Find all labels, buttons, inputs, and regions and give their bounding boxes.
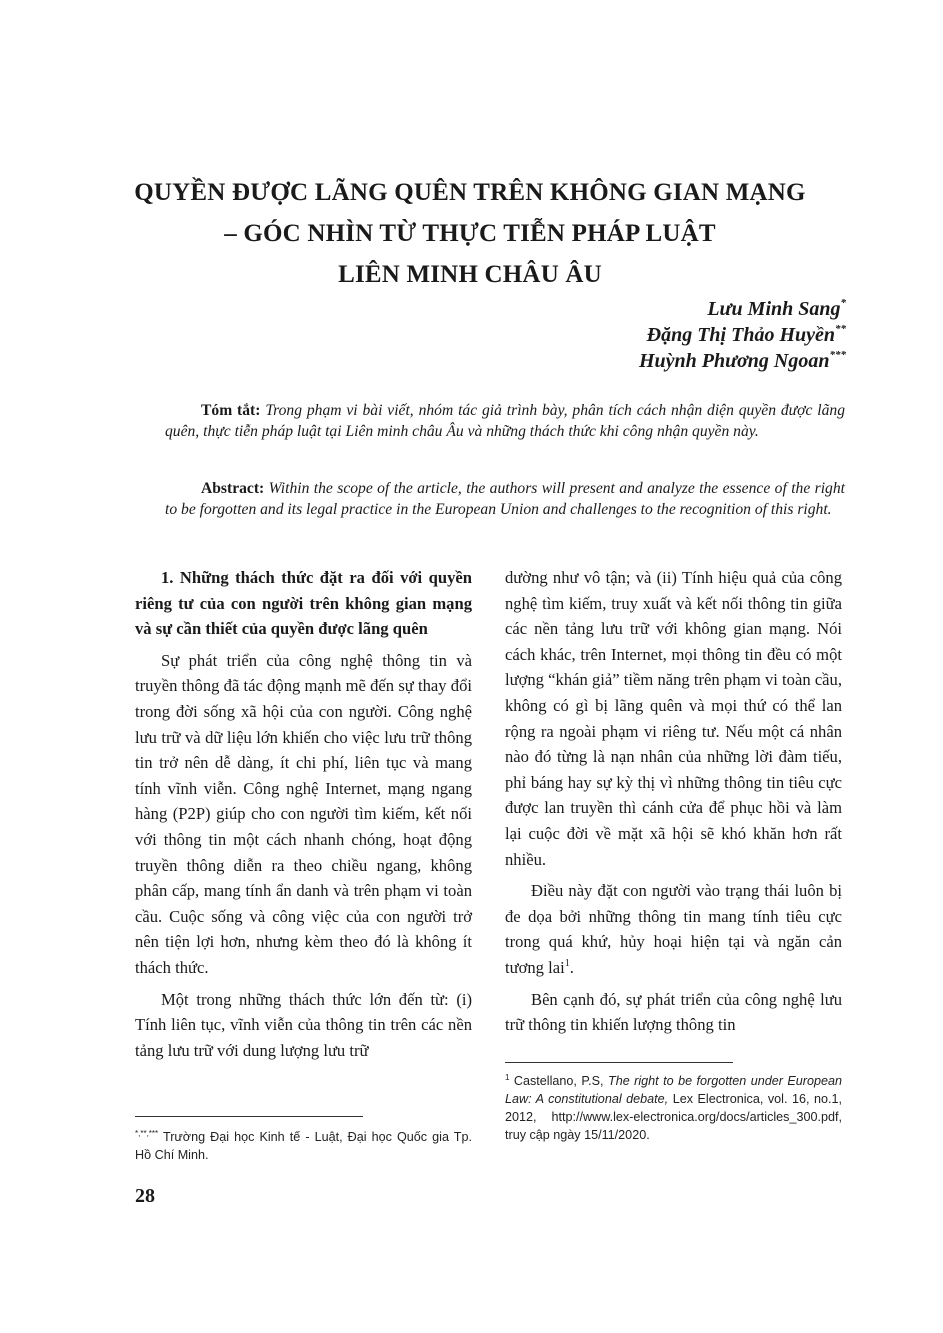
author-1	[639, 296, 846, 322]
footnote-number: 1	[505, 1073, 510, 1082]
paragraph-end: .	[569, 957, 574, 977]
left-column	[135, 565, 472, 1063]
abstract-en-text: Within the scope of the article, the authors will present and analyze the essence of the right to be forgotten and its legal practice in the European Union and challenges to the recognition of this right.	[165, 480, 845, 518]
author-3	[639, 348, 846, 374]
paragraph-text: Điều này đặt con người vào trạng thái luôn bị đe dọa bởi những thông tin mang tính tiêu cực trong quá khứ, hủy hoại hiện tại và ngăn cản tương lai	[505, 881, 842, 977]
body-paragraph: Sự phát triển của công nghệ thông tin và truyền thông đã tác động mạnh mẽ đến sự thay đổi trong đời sống xã hội của con người. Công nghệ lưu trữ và dữ liệu lớn khiến cho việc lưu trữ thông tin trở nên dễ dàng, ít chi phí, liên tục và mang tính vĩnh viễn. Công nghệ Internet, mạng ngang hàng (P2P) giúp cho con người tìm kiếm, kết nối với thông tin một cách nhanh chóng, hoạt động truyền thông diễn ra theo chiều ngang, không phân cấp, mang tính ẩn danh và trên phạm vi toàn cầu. Cuộc sống và công việc của con người trở nên tiện lợi hơn, nhưng kèm theo đó là không ít thách thức.	[135, 650, 472, 977]
author-name: Huỳnh Phương Ngoan	[638, 350, 830, 372]
abstract-vietnamese	[165, 400, 845, 442]
author-name: Đặng Thị Thảo Huyền	[646, 324, 835, 346]
section-heading: 1. Những thách thức đặt ra đối với quyền riêng tư của con người trên không gian mạng và sự cần thiết của quyền được lãng quên	[135, 568, 472, 639]
footnote-title: The right to be forgotten under European Law: A constitutional debate,	[505, 1074, 842, 1106]
author-2	[639, 322, 846, 348]
title-line-2: – GÓC NHÌN TỪ THỰC TIỄN PHÁP LUẬT	[224, 220, 716, 247]
title-line-1: QUYỀN ĐƯỢC LÃNG QUÊN TRÊN KHÔNG GIAN MẠNG	[134, 179, 806, 206]
footnote-affiliation	[135, 1128, 472, 1164]
abstract-en-label: Abstract:	[201, 480, 265, 497]
page-number: 28	[135, 1185, 155, 1207]
article-title	[120, 172, 820, 295]
body-paragraph	[505, 878, 842, 980]
abstract-english	[165, 478, 845, 520]
footnote-divider	[505, 1062, 733, 1063]
author-list	[639, 296, 846, 374]
author-mark: **	[835, 323, 846, 335]
author-mark: ***	[829, 349, 846, 361]
abstract-vn-text: Trong phạm vi bài viết, nhóm tác giả trình bày, phân tích cách nhận diện quyền được lãng quên, thực tiễn pháp luật tại Liên minh châu Âu và những thách thức khi công nhận quyền này.	[165, 402, 845, 440]
author-mark: *	[840, 297, 846, 309]
footnote-divider	[135, 1116, 363, 1117]
footnote-citation: Lex Electronica, vol. 16, no.1, 2012, http://www.lex-electronica.org/docs/articles_300.pdf, truy cập ngày 15/11/2020.	[505, 1092, 843, 1142]
body-paragraph: Bên cạnh đó, sự phát triển của công nghệ lưu trữ thông tin khiến lượng thông tin	[505, 989, 842, 1035]
body-paragraph: Một trong những thách thức lớn đến từ: (i) Tính liên tục, vĩnh viễn của thông tin trên các nền tảng lưu trữ với dung lượng lưu trữ	[135, 989, 472, 1060]
footnote-text: Trường Đại học Kinh tế - Luật, Đại học Quốc gia Tp. Hồ Chí Minh.	[135, 1130, 472, 1162]
author-name: Lưu Minh Sang	[707, 298, 841, 320]
footnote-text: Castellano, P.S,	[509, 1074, 608, 1088]
body-paragraph: dường như vô tận; và (ii) Tính hiệu quả của công nghệ tìm kiếm, truy xuất và kết nối thông tin giữa các nền tảng lưu trữ với không gian mạng. Nói cách khác, trên Internet, mọi thông tin đều có một lượng “khán giả” tiềm năng trên phạm vi toàn cầu, không có gì bị lãng quên và mọi thứ có thể lan rộng ra ngoài phạm vi riêng tư. Nếu một cá nhân nào đó từng là nạn nhân của những lời đàm tiếu, phỉ báng hay sự kỳ thị vì những thông tin tiêu cực được lan truyền thì cánh cửa để phục hồi và làm lại cuộc đời về mặt xã hội sẽ khó khăn hơn rất nhiều.	[505, 568, 842, 869]
abstract-vn-label: Tóm tắt:	[201, 402, 261, 419]
footnote-marks: *,**,***	[135, 1129, 159, 1138]
footnote-reference[interactable]: 1	[564, 957, 570, 969]
footnote-1	[505, 1072, 842, 1144]
title-line-3: LIÊN MINH CHÂU ÂU	[338, 261, 602, 288]
right-column	[505, 565, 842, 1038]
